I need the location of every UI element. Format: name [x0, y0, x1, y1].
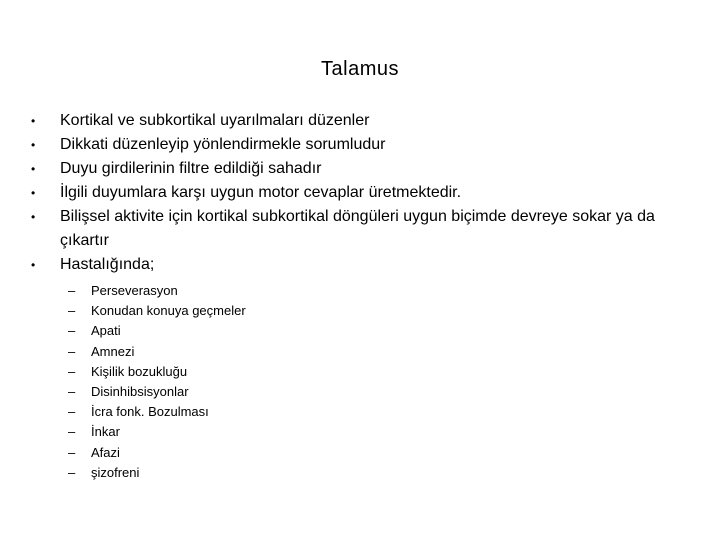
- dash-icon: –: [68, 464, 76, 480]
- dash-icon: –: [68, 424, 76, 440]
- bullet-dot-icon: •: [31, 210, 36, 224]
- sub-item: [0, 443, 660, 463]
- bullet-item: [0, 133, 660, 157]
- bullet-text: Dikkati düzenleyip yönlendirmekle sorumludur: [60, 136, 386, 153]
- sub-item: [0, 281, 660, 301]
- sub-item-text: İnkar: [91, 424, 120, 440]
- bullet-dot-icon: •: [31, 186, 36, 200]
- dash-icon: –: [68, 444, 76, 460]
- sub-list: [60, 281, 660, 483]
- sub-item-text: Perseverasyon: [91, 283, 178, 298]
- dash-icon: –: [68, 303, 76, 319]
- bullet-dot-icon: •: [31, 138, 36, 152]
- sub-item: [0, 402, 660, 422]
- bullet-item: [0, 109, 660, 133]
- bullet-text: Kortikal ve subkortikal uyarılmaları düzenler: [60, 112, 370, 129]
- slide-title: Talamus: [321, 58, 399, 80]
- sub-item-text: Amnezi: [91, 343, 135, 359]
- sub-item-text: Kişilik bozukluğu: [91, 363, 188, 379]
- sub-item: [0, 463, 660, 483]
- dash-icon: –: [68, 404, 76, 420]
- sub-item: [0, 301, 660, 321]
- sub-item-text: Afazi: [91, 444, 120, 460]
- bullet-text: İlgili duyumlara karşı uygun motor cevaplar üretmektedir.: [60, 184, 462, 201]
- sub-item-text: Apati: [91, 323, 121, 339]
- bullet-item: [0, 253, 660, 483]
- sub-item: [0, 342, 660, 362]
- bullet-dot-icon: •: [31, 114, 36, 128]
- bullet-item: [0, 157, 660, 181]
- bullet-text: Hastalığında;: [60, 256, 155, 273]
- bullet-dot-icon: •: [31, 258, 36, 272]
- bullet-text: Duyu girdilerinin filtre edildiği sahadır: [60, 160, 322, 177]
- bullet-item: [0, 181, 660, 205]
- bullet-dot-icon: •: [31, 162, 36, 176]
- dash-icon: –: [68, 323, 76, 339]
- sub-item-text: İcra fonk. Bozulması: [91, 404, 209, 420]
- sub-item: [0, 362, 660, 382]
- sub-item-text: şizofreni: [91, 464, 140, 480]
- sub-item-text: Disinhibsisyonlar: [91, 384, 189, 400]
- dash-icon: –: [68, 363, 76, 379]
- dash-icon: –: [68, 384, 76, 400]
- bullet-item: [0, 205, 660, 253]
- sub-item-text: Konudan konuya geçmeler: [91, 303, 246, 319]
- sub-item: [0, 382, 660, 402]
- bullet-text: Bilişsel aktivite için kortikal subkortikal döngüleri uygun biçimde devreye sokar ya da çıkartır: [60, 208, 655, 249]
- dash-icon: –: [68, 343, 76, 359]
- bullet-list: [0, 109, 720, 483]
- sub-item: [0, 422, 660, 442]
- dash-icon: –: [68, 283, 76, 298]
- sub-item: [0, 321, 660, 341]
